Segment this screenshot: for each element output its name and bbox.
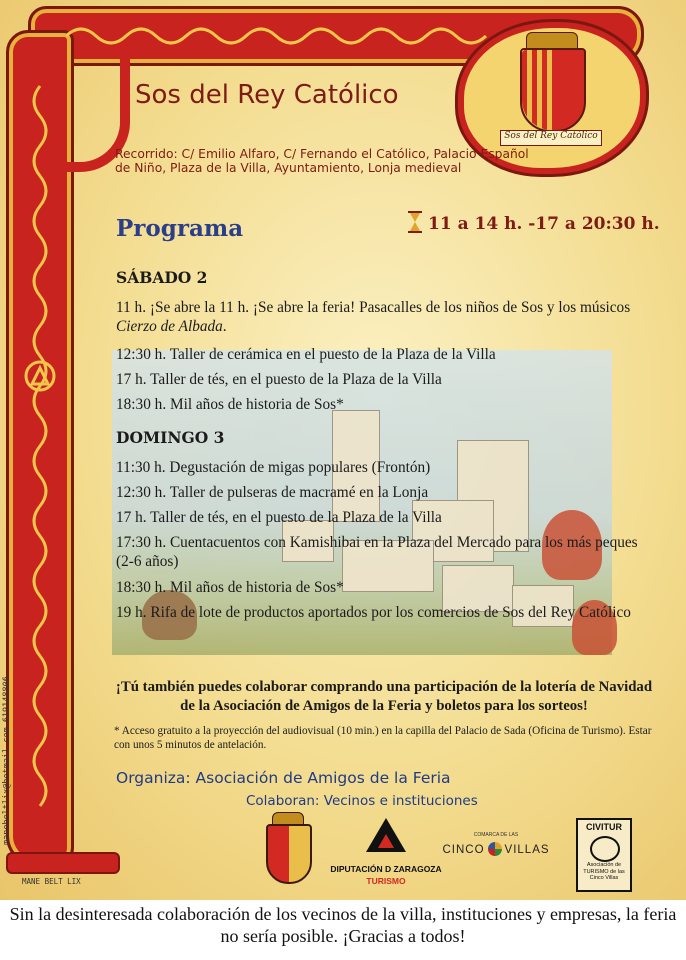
artist-signature: MANE BELT LIX <box>22 877 81 886</box>
hourglass-icon <box>408 211 422 233</box>
event-item: 11:30 h. Degustación de migas populares (Frontón) <box>116 459 431 476</box>
footnote: * Acceso gratuito a la proyección del audiovisual (10 min.) en la capilla del Palacio de Sada (Oficina de Turismo). Estar con unos 5 minutos de antelación. <box>114 725 652 751</box>
cinco-villas-logo: COMARCA DE LAS CINCO VILLAS <box>442 832 550 856</box>
artist-contact: manebeltlix@hotmail.com 619148806 <box>2 676 12 845</box>
coat-of-arms-icon <box>520 48 586 132</box>
event-item: 17 h. Taller de tés, en el puesto de la Plaza de la Villa <box>116 509 442 526</box>
event-item: 17 h. Taller de tés, en el puesto de la Plaza de la Villa <box>116 371 442 388</box>
day-heading-sunday: DOMINGO 3 <box>116 428 225 447</box>
medallion-caption: Sos del Rey Católico <box>500 130 602 146</box>
event-item: 12:30 h. Taller de pulseras de macramé en la Lonja <box>116 484 429 501</box>
lottery-callout: ¡Tú también puedes colaborar comprando una participación de la lotería de Navidad de la Asociación de Amigos de la Feria y boletos para los sorteos! <box>115 679 653 714</box>
dpz-turismo-logo: DIPUTACIÓN D ZARAGOZA TURISMO <box>330 818 442 890</box>
asociacion-turismo-logo: CIVITUR Asociación de TURISMO de las Cinco Villas <box>576 818 632 892</box>
programa-heading: Programa <box>116 215 244 242</box>
event-item: 19 h. Rifa de lote de productos aportados por los comercios de Sos del Rey Católico <box>116 604 631 621</box>
town-shield-logo <box>260 812 314 888</box>
collaborators-line: Colaboran: Vecinos e instituciones <box>246 793 478 809</box>
organizer-line: Organiza: Asociación de Amigos de la Feria <box>116 769 451 787</box>
opening-hours <box>408 211 660 234</box>
event-item: 12:30 h. Taller de cerámica en el puesto de la Plaza de la Villa <box>116 346 496 363</box>
event-item: 17:30 h. Cuentacuentos con Kamishibai en la Plaza del Mercado para los más peques (2-6 años) <box>116 534 638 570</box>
cinco-villas-ring-icon <box>488 842 502 856</box>
thank-you-text: Sin la desinteresada colaboración de los vecinos de la villa, instituciones y empresas, la feria no sería posible. ¡Gracias a todos! <box>9 904 677 946</box>
day-heading-saturday: SÁBADO 2 <box>116 268 208 287</box>
event-item: 18:30 h. Mil años de historia de Sos* <box>116 579 344 596</box>
page-title: Sos del Rey Católico <box>135 80 399 110</box>
event-item: 11 h. ¡Se abre la 11 h. ¡Se abre la feria! Pasacalles de los niños de Sos y los músicos Cierzo de Albada. <box>116 299 631 335</box>
hours-text: 11 a 14 h. -17 a 20:30 h. <box>428 214 660 234</box>
event-item: 18:30 h. Mil años de historia de Sos* <box>116 396 344 413</box>
route-text: Recorrido: C/ Emilio Alfaro, C/ Fernando el Católico, Palacio Español de Niño, Plaza de la Villa, Ayuntamiento, Lonja medieval <box>115 147 529 175</box>
